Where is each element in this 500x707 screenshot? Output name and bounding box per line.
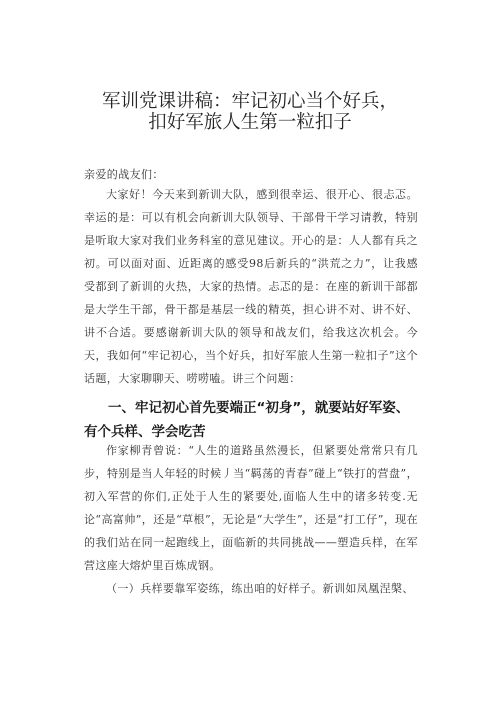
- paragraph-quote: 作家柳青曾说：“人生的道路虽然漫长，但紧要处常常只有几步，特别是当人年轻的时候丿当“羁荡的青春”碰上“铁打的营盘”，初入军营的你们,正处于人生的紧要处,面临人生中的诸多转变.无论“高富帅”，还是“草根”，无论是“大学生”，还是“打工仔”，现在的我们站在同一起跑线上，面临新的共同挑战——塑造兵样，在军营这座大熔炉里百炼成钢。: [84, 444, 418, 572]
- greeting: 亲爱的战友们：: [84, 168, 164, 181]
- document-title-line-2: 扣好军旅人生第一粒扣子: [148, 112, 352, 133]
- paragraph-intro: 大家好！今天来到新训大队，感到很幸运、很开心、很忐忑。幸运的是：可以有机会向新训大队领导、干部骨干学习请教，特别是听取大家对我们业务科室的意见建议。开心的是：人人都有兵之初。可以面对面、近距离的感受98后新兵的“洪荒之力”，让我感受都到了新训的火热，大家的热情。忐忑的是：在座的新训干部都是大学生干部，骨干都是基层一线的精英，担心讲不对、讲不好、讲不合适。要感谢新训大队的领导和战友们，给我这次机会。今天，我如何“牢记初心，当个好兵，扣好军旅人生第一粒扣子”这个话题，大家聊聊天、唠唠嗑。讲三个问题：: [84, 188, 418, 385]
- section-heading-1: 一、牢记初心首先要端正“初身”，就要站好军姿、有个兵样、学会吃苦: [84, 400, 410, 440]
- document-title-line-1: 军训党课讲稿：牢记初心当个好兵，: [101, 91, 398, 112]
- paragraph-subsection-1: （一）兵样要靠军姿练，练出咱的好样子。新训如凤凰涅槃、: [106, 582, 414, 595]
